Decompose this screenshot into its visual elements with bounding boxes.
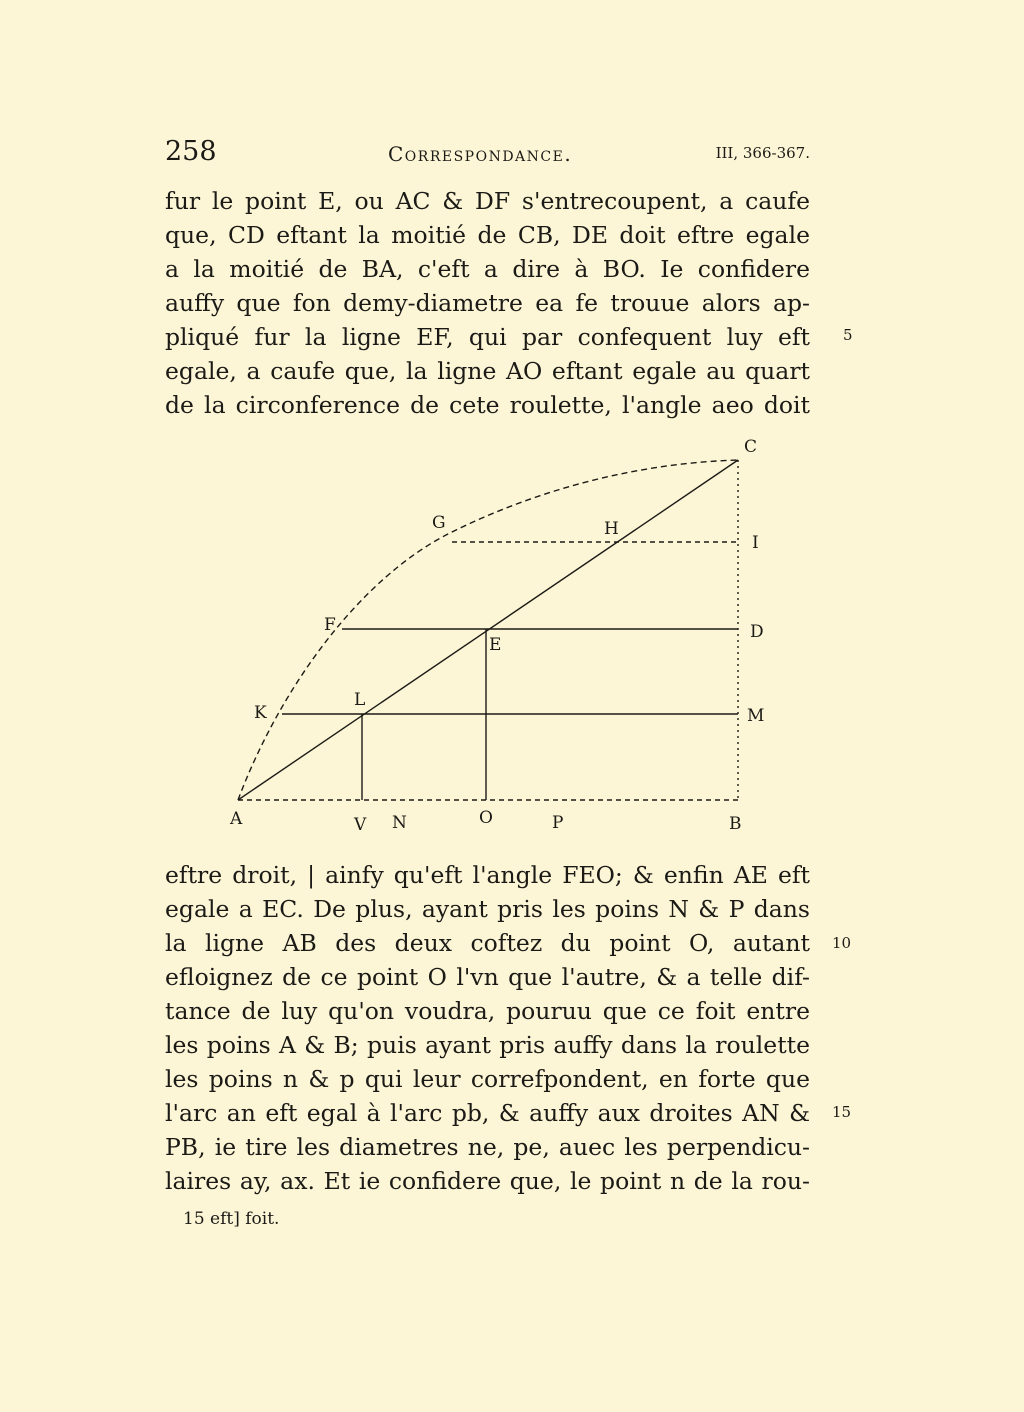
- text-line: PB, ie tire les diametres ne, pe, auec les perpendicu-: [165, 1133, 810, 1161]
- text-line: eftre droit, | ainfy qu'eft l'angle FEO; & enfin AE eft: [165, 861, 810, 889]
- line-number-10: 10: [832, 934, 852, 952]
- label-K: K: [254, 703, 267, 723]
- label-F: F: [324, 615, 336, 635]
- text-line: l'arc an eft egal à l'arc pb, & auffy aux droites AN &: [165, 1099, 810, 1127]
- volume-reference: III, 366-367.: [715, 144, 810, 162]
- label-P: P: [552, 813, 564, 833]
- label-L: L: [354, 690, 366, 710]
- label-A: A: [230, 809, 243, 829]
- label-G: G: [432, 513, 446, 533]
- text-line: a la moitié de BA, c'eft a dire à BO. Ie confidere: [165, 255, 810, 283]
- label-D: D: [750, 622, 764, 642]
- page-header: [165, 136, 810, 170]
- line-number-15: 15: [832, 1103, 852, 1121]
- label-I: I: [752, 533, 759, 553]
- text-line: de la circonference de cete roulette, l'angle aeo doit: [165, 391, 810, 419]
- text-line: tance de luy qu'on voudra, pouruu que ce foit entre: [165, 997, 810, 1025]
- paragraph-2: [165, 858, 810, 1198]
- line-AC: [238, 460, 738, 800]
- text-line: pliqué fur la ligne EF, qui par confequent luy eft: [165, 323, 810, 351]
- text-line: la ligne AB des deux coftez du point O, autant: [165, 929, 810, 957]
- label-H: H: [604, 519, 619, 539]
- figure-svg: [220, 438, 790, 838]
- page-number: 258: [165, 136, 217, 167]
- text-line: fur le point E, ou AC & DF s'entrecoupent, a caufe: [165, 187, 810, 215]
- label-C: C: [744, 438, 758, 457]
- label-V: V: [354, 815, 367, 835]
- label-N: N: [392, 813, 407, 833]
- footnote: 15 eft] foit.: [183, 1209, 280, 1229]
- label-B: B: [729, 814, 742, 834]
- label-E: E: [489, 635, 502, 655]
- text-line: les poins n & p qui leur correfpondent, en forte que: [165, 1065, 810, 1093]
- label-M: M: [747, 706, 765, 726]
- text-line: egale a EC. De plus, ayant pris les poins N & P dans: [165, 895, 810, 923]
- text-line: efloignez de ce point O l'vn que l'autre, & a telle dif-: [165, 963, 810, 991]
- line-number-5: 5: [843, 326, 853, 344]
- geometric-figure: [220, 438, 790, 838]
- text-line: les poins A & B; puis ayant pris auffy dans la roulette: [165, 1031, 810, 1059]
- label-O: O: [479, 808, 493, 828]
- text-line: laires ay, ax. Et ie confidere que, le point n de la rou-: [165, 1167, 810, 1195]
- text-line: auffy que fon demy-diametre ea fe trouue alors ap-: [165, 289, 810, 317]
- paragraph-1: [165, 184, 810, 422]
- text-line: egale, a caufe que, la ligne AO eftant egale au quart: [165, 357, 810, 385]
- running-title: Correspondance.: [388, 142, 573, 166]
- text-line: que, CD eftant la moitié de CB, DE doit eftre egale: [165, 221, 810, 249]
